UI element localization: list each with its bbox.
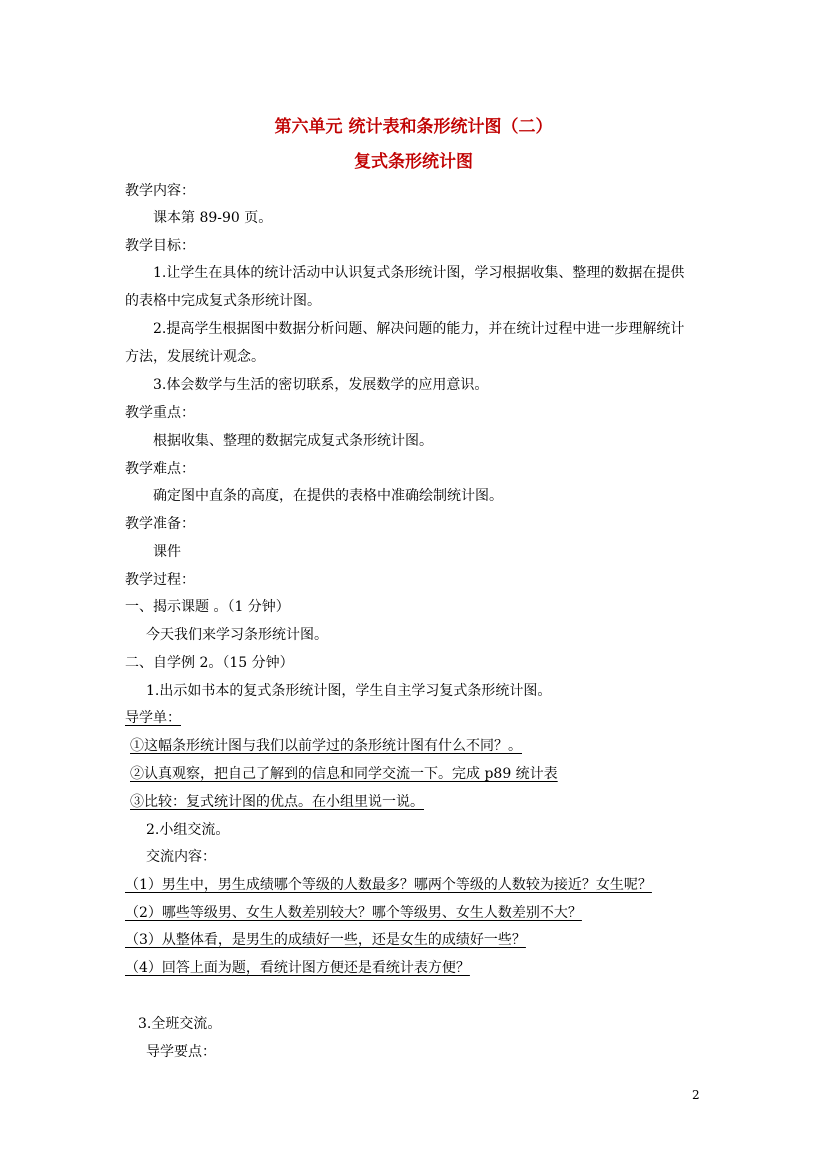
page-subtitle: 复式条形统计图 [354,152,473,172]
text-line: （2）哪些等级男、女生人数差别较大？哪个等级男、女生人数差别不大？ [125,905,582,921]
text-line: 教学过程： [125,572,195,588]
text-line: 1.让学生在具体的统计活动中认识复式条形统计图，学习根据收集、整理的数据在提供 [153,265,685,281]
text-line: ③比较：复式统计图的优点。在小组里说一说。 [130,794,424,810]
text-line: 交流内容： [146,849,216,865]
text-line: 方法，发展统计观念。 [125,349,265,365]
text-line: ①这幅条形统计图与我们以前学过的条形统计图有什么不同？。 [130,738,522,754]
page-number: 2 [692,1088,700,1102]
text-line: 根据收集、整理的数据完成复式条形统计图。 [153,433,433,449]
text-line: 教学重点： [125,405,195,421]
text-line: 今天我们来学习条形统计图。 [146,627,328,643]
text-line: 确定图中直条的高度，在提供的表格中准确绘制统计图。 [153,488,503,504]
text-line: 教学内容： [125,183,195,199]
text-line: 教学准备： [125,516,195,532]
text-line: 导学单： [125,710,181,726]
text-line: 二、自学例 2。（15 分钟） [125,655,294,671]
text-line: 1.出示如书本的复式条形统计图，学生自主学习复式条形统计图。 [146,683,552,699]
text-line: 教学难点： [125,461,195,477]
text-line: （3）从整体看，是男生的成绩好一些，还是女生的成绩好一些？ [125,932,526,948]
text-line: 导学要点： [146,1044,216,1060]
text-line: 3.体会数学与生活的密切联系，发展数学的应用意识。 [153,377,489,393]
text-line: 一、揭示课题 。（1 分钟） [125,599,290,615]
text-line: 课本第 89-90 页。 [153,210,273,226]
text-line: （4）回答上面为题，看统计图方便还是看统计表方便？ [125,960,470,976]
text-line: 2.小组交流。 [146,822,230,838]
text-line: （1）男生中，男生成绩哪个等级的人数最多？哪两个等级的人数较为接近？女生呢？ [125,877,652,893]
text-line: 课件 [153,544,181,560]
text-line: 3.全班交流。 [138,1016,222,1032]
text-line: ②认真观察，把自己了解到的信息和同学交流一下。完成 p89 统计表 [130,766,558,782]
text-line: 的表格中完成复式条形统计图。 [125,293,321,309]
text-line: 2.提高学生根据图中数据分析问题、解决问题的能力，并在统计过程中进一步理解统计 [153,321,685,337]
page-title: 第六单元 统计表和条形统计图（二） [274,117,553,137]
text-line: 教学目标： [125,238,195,254]
